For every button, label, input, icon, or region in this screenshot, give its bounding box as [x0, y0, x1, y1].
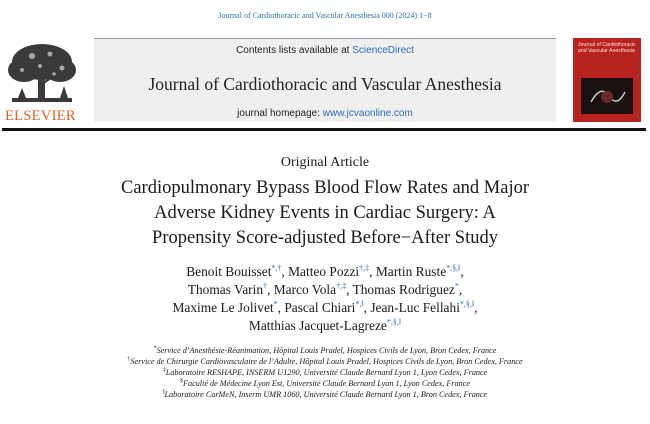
contents-prefix: Contents lists available at	[236, 45, 353, 56]
affiliation-text: Laboratoire CarMeN, Inserm UMR 1060, Université Claude Bernard Lyon 1, Bron Cedex, France	[164, 390, 488, 399]
article-title-line: Propensity Score-adjusted Before−After Study	[152, 228, 498, 248]
author-line	[105, 317, 545, 335]
author-separator: ,	[281, 264, 289, 279]
affiliation-item	[105, 378, 545, 389]
author-name: Maxime Le Jolivet	[172, 300, 274, 315]
author-separator: ,	[474, 300, 478, 315]
affiliation-symbol: *	[153, 345, 157, 352]
author-name: Pascal Chiari	[284, 300, 356, 315]
author-separator: ,	[267, 282, 274, 297]
sciencedirect-link[interactable]: ScienceDirect	[352, 45, 414, 56]
affiliation-item	[105, 367, 545, 378]
author-affiliation-marks[interactable]: *	[454, 281, 459, 291]
author-affiliation-marks[interactable]: †	[263, 281, 268, 291]
elsevier-wordmark: ELSEVIER	[5, 108, 76, 124]
running-header: Journal of Cardiothoracic and Vascular Anesthesia 000 (2024) 1−8	[218, 11, 432, 20]
affiliation-item	[105, 345, 545, 356]
article-title	[80, 176, 570, 251]
author-line	[105, 281, 545, 299]
author-separator: ,	[458, 282, 463, 297]
author-affiliation-marks[interactable]: *,§,‖	[446, 263, 461, 273]
author-name: Thomas Rodriguez	[352, 282, 455, 297]
affiliation-item	[105, 356, 545, 367]
author-name: Benoit Bouisset	[186, 264, 272, 279]
author-affiliation-marks[interactable]: *,§,‖	[386, 317, 402, 327]
article-type: Original Article	[280, 155, 370, 170]
affiliation-symbol: §	[179, 378, 183, 385]
journal-masthead	[94, 38, 556, 122]
author-line	[105, 263, 545, 281]
journal-homepage-link[interactable]: www.jcvaonline.com	[322, 108, 413, 119]
homepage-prefix: journal homepage:	[237, 108, 323, 119]
author-name: Martin Ruste	[375, 264, 447, 279]
masthead-separator	[2, 128, 646, 131]
author-name: Jean-Luc Fellahi	[370, 300, 460, 315]
article-title-line: Cardiopulmonary Bypass Blood Flow Rates and Major	[121, 178, 529, 198]
journal-homepage-line	[94, 108, 556, 119]
author-list	[105, 263, 545, 335]
author-name: Marco Vola	[273, 282, 337, 297]
affiliation-list	[105, 345, 545, 400]
author-name: Matthias Jacquet-Lagreze	[248, 318, 387, 333]
author-separator: ,	[363, 300, 371, 315]
journal-title: Journal of Cardiothoracic and Vascular Anesthesia	[148, 74, 502, 94]
author-affiliation-marks[interactable]: †,‡	[359, 263, 370, 273]
affiliation-text: Laboratoire RESHAPE, INSERM U1290, Université Claude Bernard Lyon 1, Lyon Cedex, France	[165, 368, 488, 377]
author-separator: ,	[346, 282, 353, 297]
author-affiliation-marks[interactable]: *,§,‖	[459, 299, 475, 309]
affiliation-text: Service de Chirurgie Cardiovasculaire de l’Adulte, Hôpital Louis Pradel, Hospices Civils de Lyon, Bron Cedex, France	[130, 357, 523, 366]
author-affiliation-marks[interactable]: *,†	[271, 263, 282, 273]
author-name: Matteo Pozzi	[288, 264, 360, 279]
masthead-top-rule	[94, 38, 556, 39]
contents-availability-line	[94, 45, 556, 56]
journal-cover-thumbnail	[573, 38, 641, 122]
cover-heart-image	[581, 78, 633, 114]
cover-title: Journal of Cardiothoracic and Vascular Anesthesia	[578, 42, 636, 54]
author-affiliation-marks[interactable]: *	[273, 299, 278, 309]
affiliation-symbol: †	[127, 356, 131, 363]
author-separator: ,	[369, 264, 376, 279]
affiliation-symbol: ‡	[162, 367, 166, 374]
author-separator: ,	[277, 300, 285, 315]
author-separator: ,	[460, 264, 464, 279]
affiliation-text: Service d’Anesthésie-Réanimation, Hôpital Louis Pradel, Hospices Civils de Lyon, Bron Cedex, France	[156, 346, 497, 355]
affiliation-item	[105, 389, 545, 400]
affiliation-text: Faculté de Médecine Lyon Est, Université Claude Bernard Lyon 1, Lyon Cedex, France	[182, 379, 471, 388]
author-affiliation-marks[interactable]: †,‡	[336, 281, 347, 291]
author-line	[105, 299, 545, 317]
article-title-line: Adverse Kidney Events in Cardiac Surgery: A	[154, 203, 496, 223]
affiliation-symbol: ‖	[162, 389, 165, 396]
author-name: Thomas Varin	[187, 282, 264, 297]
author-affiliation-marks[interactable]: *,‖	[355, 299, 364, 309]
